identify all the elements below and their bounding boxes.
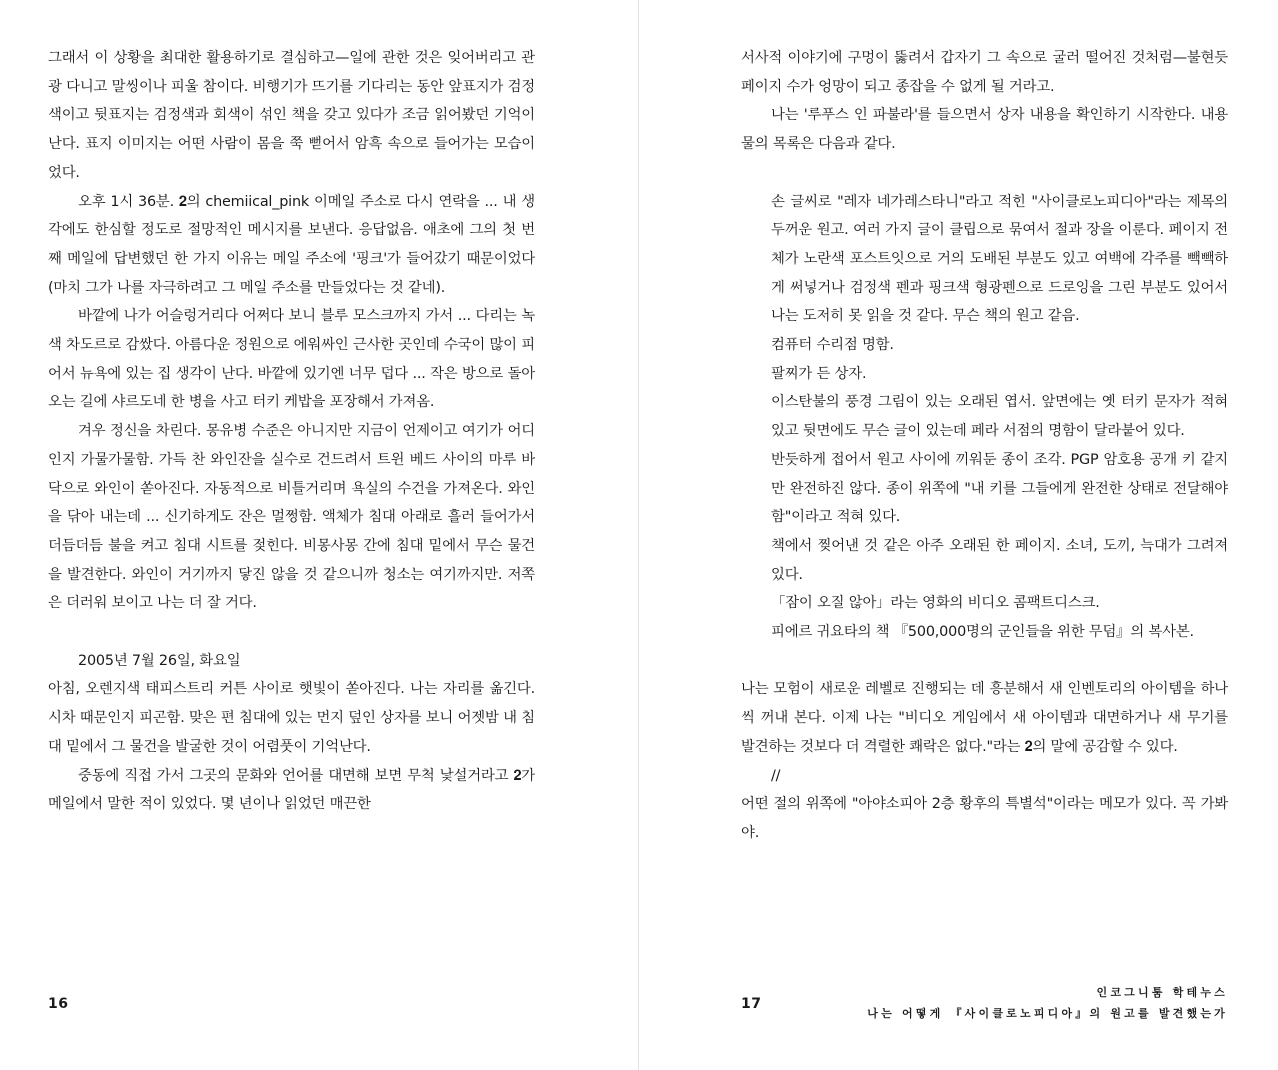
left-page — [0, 0, 638, 1070]
date-heading: 2005년 7월 26일, 화요일 — [78, 652, 241, 669]
paragraph: 서사적 이야기에 구멍이 뚫려서 갑자기 그 속으로 굴러 떨어진 것처럼—불현듯 페이지 수가 엉망이 되고 종잡을 수 없게 될 거라고. — [741, 50, 1228, 95]
list-item: 팔찌가 든 상자. — [771, 365, 867, 382]
list-item: 손 글씨로 "레자 네가레스타니"라고 적힌 "사이클로노피디아"라는 제목의 두꺼운 원고. 여러 가지 글이 클립으로 묶여서 절과 장을 이룬다. 페이지 전체가 노란색 포스트잇으로 거의 도배된 부분도 있고 여백에 각주를 빽빽하게 써넣거나 검정색 펜과 핑크색 형광펜으로 드로잉을 그린 부분도 있어서 나는 도저히 못 읽을 것 같다. 무슨 책의 원고 같음. — [771, 193, 1228, 325]
list-item: 이스탄불의 풍경 그림이 있는 오래된 엽서. 앞면에는 옛 터키 문자가 적혀 있고 뒷면에도 무슨 글이 있는데 페라 서점의 명함이 달라붙어 있다. — [771, 394, 1228, 440]
paragraph: 어떤 절의 위쪽에 "아야소피아 2층 황후의 특별석"이라는 메모가 있다. 꼭 가봐야. — [741, 796, 1228, 841]
paragraph: 바깥에 나가 어슬렁거리다 어쩌다 보니 블루 모스크까지 가서 ... 다리는 녹색 차도르로 감쌌다. 아름다운 정원으로 에워싸인 근사한 곳인데 수국이 많이 피어서 뉴욕에 있는 집 생각이 난다. 바깥에 있기엔 너무 덥다 ... 작은 방으로 돌아오는 길에 샤르도네 한 병을 사고 터키 케밥을 포장해서 가져옴. — [48, 308, 535, 411]
right-page — [639, 0, 1278, 1070]
paragraph: 중동에 직접 가서 그곳의 문화와 언어를 대면해 보면 무척 낯설거라고 𝟐가 메일에서 말한 적이 있었다. 몇 년이나 읽었던 매끈한 — [48, 767, 535, 813]
section-separator: // — [771, 767, 781, 784]
list-item: 컴퓨터 수리점 명함. — [771, 337, 894, 354]
running-head-title: 나는 어떻게 『사이클로노피디아』의 원고를 발견했는가 — [867, 1007, 1228, 1020]
paragraph: 나는 모험이 새로운 레벨로 진행되는 데 흥분해서 새 인벤토리의 아이템을 하나씩 꺼내 본다. 이제 나는 "비디오 게임에서 새 아이템과 대면하거나 새 무기를 발견하는 것보다 더 격렬한 쾌락은 없다."라는 𝟐의 말에 공감할 수 있다. — [741, 681, 1228, 755]
paragraph: 오후 1시 36분. 𝟐의 chemiical_pink 이메일 주소로 다시 연락을 ... 내 생각에도 한심할 정도로 절망적인 메시지를 보낸다. 응답없음. 애초에 그의 첫 번째 메일에 답변했던 한 가지 이유는 메일 주소에 '핑크'가 들어갔기 때문이었다(마치 그가 나를 자극하려고 그 메일 주소를 만들었다는 것 같네). — [48, 193, 535, 296]
paragraph: 겨우 정신을 차린다. 몽유병 수준은 아니지만 지금이 언제이고 여기가 어디인지 가물가물함. 가득 찬 와인잔을 실수로 건드려서 트윈 베드 사이의 마루 바닥으로 와인이 쏟아진다. 자동적으로 비틀거리며 욕실의 수건을 가져온다. 와인을 닦아 내는데 ... 신기하게도 잔은 멀쩡함. 액체가 침대 아래로 흘러 들어가서 더듬더듬 불을 켜고 침대 시트를 젖힌다. 비몽사몽 간에 침대 밑에서 무슨 물건을 발견한다. 와인이 거기까지 닿진 않을 것 같으니까 청소는 여기까지만. 저쪽은 더러워 보이고 나는 더 잘 거다. — [48, 423, 535, 612]
left-page-text — [48, 44, 535, 819]
running-head — [867, 982, 1228, 1024]
paragraph: 나는 '루푸스 인 파불라'를 들으면서 상자 내용을 확인하기 시작한다. 내용물의 목록은 다음과 같다. — [741, 107, 1228, 153]
list-item: 책에서 찢어낸 것 같은 아주 오래된 한 페이지. 소녀, 도끼, 늑대가 그려져 있다. — [771, 537, 1228, 583]
blank-line — [48, 618, 535, 647]
list-item: 피에르 귀요타의 책 『500,000명의 군인들을 위한 무덤』의 복사본. — [771, 624, 1194, 641]
blank-line — [741, 647, 1228, 676]
blank-line — [741, 159, 1228, 188]
right-page-text — [741, 44, 1228, 848]
paragraph: 아침, 오렌지색 태피스트리 커튼 사이로 햇빛이 쏟아진다. 나는 자리를 옮긴다. 시차 때문인지 피곤함. 맞은 편 침대에 있는 먼지 덮인 상자를 보니 어젯밤 내 침대 밑에서 그 물건을 발굴한 것이 어렴풋이 기억난다. — [48, 681, 535, 755]
page-number: 16 — [48, 996, 69, 1012]
list-item: 「잠이 오질 않아」라는 영화의 비디오 콤팩트디스크. — [771, 595, 1100, 612]
running-head-author: 인코그니툼 학테누스 — [1096, 986, 1228, 999]
paragraph: 그래서 이 상황을 최대한 활용하기로 결심하고—일에 관한 것은 잊어버리고 관광 다니고 말씽이나 피울 참이다. 비행기가 뜨기를 기다리는 동안 앞표지가 검정색이고 뒷표지는 검정색과 회색이 섞인 책을 갖고 있다가 조금 읽어봤던 기억이 난다. 표지 이미지는 어떤 사람이 몸을 쭉 뻗어서 암흑 속으로 들어가는 모습이었다. — [48, 50, 535, 181]
list-item: 반듯하게 접어서 원고 사이에 끼워둔 종이 조각. PGP 암호용 공개 키 같지만 완전하진 않다. 종이 위쪽에 "내 키를 그들에게 완전한 상태로 전달해야 함"이라고 적혀 있다. — [771, 451, 1228, 526]
page-number: 17 — [741, 996, 762, 1012]
